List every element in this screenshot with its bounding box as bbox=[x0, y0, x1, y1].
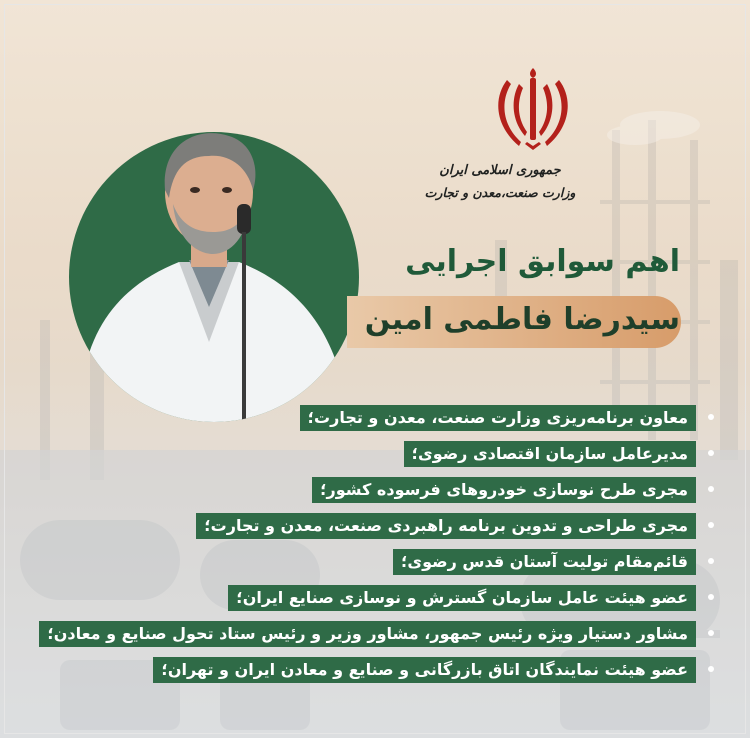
achievements-list bbox=[47, 403, 716, 691]
bullet-icon bbox=[708, 486, 714, 492]
list-item-label: معاون برنامه‌ریزی وزارت صنعت، معدن و تجارت؛ bbox=[300, 405, 696, 431]
list-item-label: مجری طرح نوسازی خودروهای فرسوده کشور؛ bbox=[312, 477, 696, 503]
list-item bbox=[76, 655, 716, 691]
bullet-icon bbox=[708, 558, 714, 564]
country-name: جمهوری اسلامی ایران bbox=[439, 163, 561, 178]
list-item bbox=[76, 439, 716, 475]
person-name: سیدرضا فاطمی امین bbox=[364, 302, 680, 337]
list-item bbox=[76, 511, 716, 547]
list-item-label: مجری طراحی و تدوین برنامه راهبردی صنعت، معدن و تجارت؛ bbox=[196, 513, 696, 539]
portrait-photo bbox=[69, 132, 359, 422]
bullet-icon bbox=[708, 666, 714, 672]
list-item bbox=[76, 547, 716, 583]
bullet-icon bbox=[708, 594, 714, 600]
list-item-label: مدیرعامل سازمان اقتصادی رضوی؛ bbox=[404, 441, 696, 467]
list-item bbox=[76, 583, 716, 619]
bullet-icon bbox=[708, 450, 714, 456]
ministry-name: وزارت صنعت،معدن و تجارت bbox=[424, 185, 576, 200]
bullet-icon bbox=[708, 630, 714, 636]
organization-title bbox=[420, 160, 580, 204]
bullet-icon bbox=[708, 522, 714, 528]
iran-emblem-icon bbox=[489, 62, 577, 154]
list-item bbox=[76, 475, 716, 511]
list-item-label: عضو هیئت نمایندگان اتاق بازرگانی و صنایع و معادن ایران و تهران؛ bbox=[153, 657, 696, 683]
list-item-label: قائم‌مقام تولیت آستان قدس رضوی؛ bbox=[393, 549, 696, 575]
headline: اهم سوابق اجرایی bbox=[405, 244, 680, 279]
list-item-label: عضو هیئت عامل سازمان گسترش و نوسازی صنایع ایران؛ bbox=[228, 585, 696, 611]
list-item-label: مشاور دستیار ویژه رئیس جمهور، مشاور وزیر و رئیس ستاد تحول صنایع و معادن؛ bbox=[39, 621, 696, 647]
portrait-circle bbox=[69, 132, 359, 422]
bullet-icon bbox=[708, 414, 714, 420]
list-item bbox=[76, 403, 716, 439]
list-item bbox=[47, 619, 716, 655]
